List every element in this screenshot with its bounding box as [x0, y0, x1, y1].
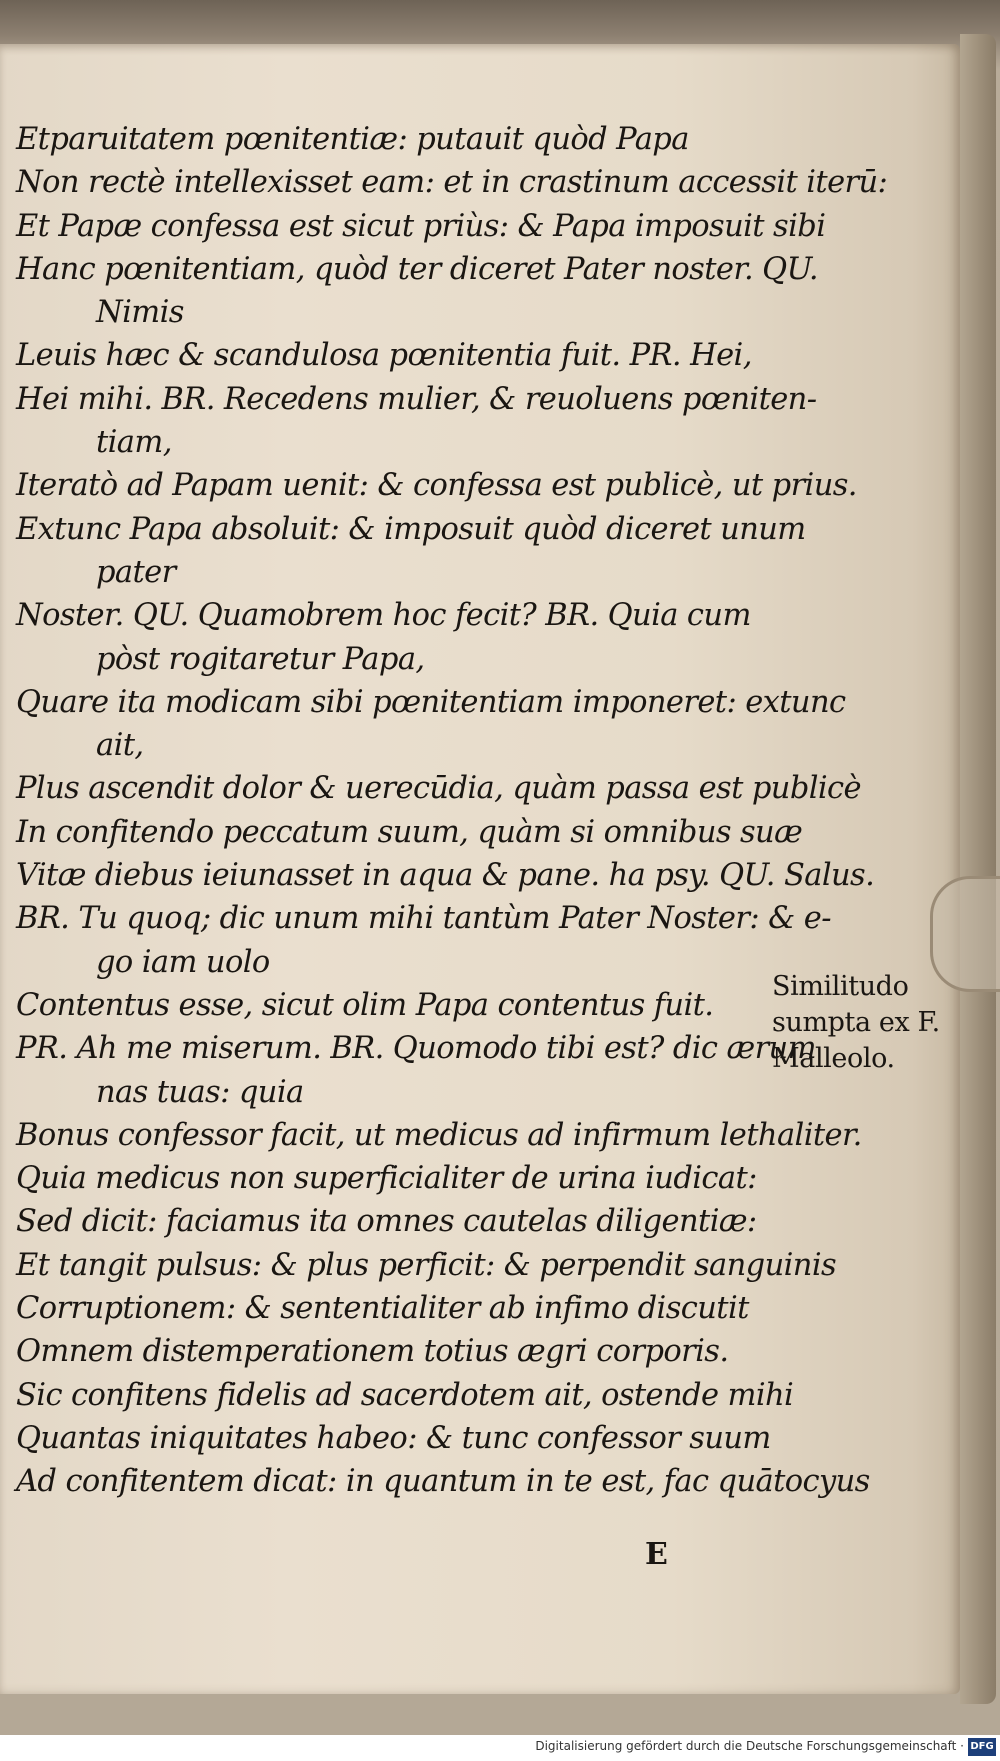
text-line: Ad confitentem dicat: in quantum in te est, fac quātocyus: [16, 1464, 870, 1500]
text-line: Sic confitens fidelis ad sacerdotem ait, ostende mihi: [16, 1377, 794, 1413]
text-line: Contentus esse, sicut olim Papa contentus fuit.: [16, 987, 714, 1023]
text-line: Quantas iniquitates habeo: & tunc confessor suum: [16, 1420, 771, 1456]
text-line: Etparuitatem pœnitentiæ: putauit quòd Papa: [16, 122, 689, 157]
text-line: Corruptionem: & sententialiter ab infimo discutit: [16, 1291, 749, 1327]
text-line: pòst rogitaretur Papa,: [96, 641, 425, 677]
text-line: Nimis: [96, 295, 184, 331]
page-stack-edge: [960, 34, 996, 1704]
margin-note-line: sumpta ex F.: [772, 1007, 940, 1038]
text-line: Et Papæ confessa est sicut priùs: & Papa imposuit sibi: [16, 208, 826, 244]
text-line: Omnem distemperationem totius ægri corporis.: [16, 1334, 729, 1370]
footer-credit: Digitalisierung gefördert durch die Deutsche Forschungsgemeinschaft ·: [535, 1739, 964, 1753]
margin-note-line: Similitudo: [772, 971, 909, 1002]
text-line: Plus ascendit dolor & uerecūdia, quàm passa est publicè: [16, 771, 861, 807]
text-line: Quia medicus non superficialiter de urina iudicat:: [16, 1161, 757, 1197]
text-line: Quare ita modicam sibi pœnitentiam imponeret: extunc: [16, 684, 846, 720]
digitization-footer: [0, 1735, 1000, 1761]
text-line: PR. Ah me miserum. BR. Quomodo tibi est? dic ærum: [16, 1031, 816, 1067]
text-line: Sed dicit: faciamus ita omnes cautelas diligentiæ:: [16, 1204, 757, 1240]
text-line: Vitæ diebus ieiunasset in aqua & pane. ha psy. QU. Salus.: [16, 858, 875, 894]
text-line: Hei mihi. BR. Recedens mulier, & reuoluens pœniten-: [16, 381, 817, 417]
margin-note-line: Malleolo.: [772, 1043, 895, 1074]
text-line: Hanc pœnitentiam, quòd ter diceret Pater noster. QU.: [16, 251, 818, 287]
text-line: Non rectè intellexisset eam: et in crastinum accessit iterū:: [16, 165, 888, 201]
text-line: nas tuas: quia: [96, 1074, 304, 1110]
text-line: In confitendo peccatum suum, quàm si omnibus suæ: [16, 814, 803, 850]
text-line: ait,: [96, 728, 144, 764]
text-line: Iteratò ad Papam uenit: & confessa est publicè, ut prius.: [16, 468, 857, 504]
dfg-logo-icon: DFG: [968, 1738, 996, 1756]
text-line: Extunc Papa absoluit: & imposuit quòd diceret unum: [16, 511, 806, 547]
text-line: Leuis hæc & scandulosa pœnitentia fuit. PR. Hei,: [16, 338, 752, 374]
text-line: pater: [96, 554, 176, 590]
catchword: E: [645, 1537, 668, 1572]
text-line: BR. Tu quoq; dic unum mihi tantùm Pater Noster: & e-: [16, 901, 831, 937]
text-line: Noster. QU. Quamobrem hoc fecit? BR. Quia cum: [16, 598, 751, 634]
text-line: tiam,: [96, 425, 172, 461]
text-line: Bonus confessor facit, ut medicus ad infirmum lethaliter.: [16, 1117, 862, 1153]
text-line: go iam uolo: [96, 944, 270, 980]
margin-note: [772, 969, 952, 1077]
text-line: Et tangit pulsus: & plus perficit: & perpendit sanguinis: [16, 1247, 837, 1283]
